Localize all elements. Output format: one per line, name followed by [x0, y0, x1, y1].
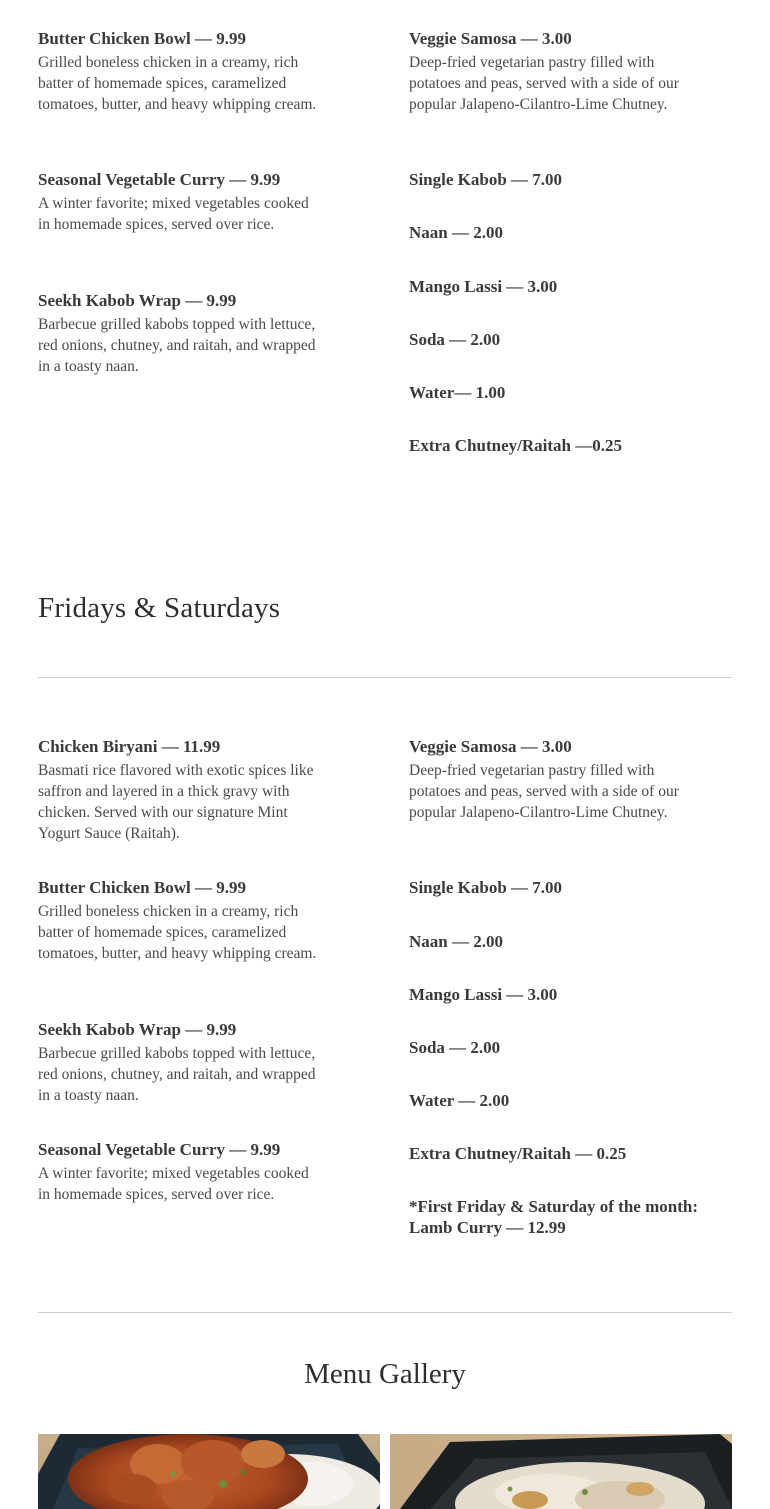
menu-item-description: Deep-fried vegetarian pastry filled with potatoes and peas, served with a side of our popular Jalapeno-Cilantro-Lime Chutney.: [409, 762, 679, 821]
menu-item: [38, 736, 318, 844]
menu-item-description: Deep-fried vegetarian pastry filled with potatoes and peas, served with a side of our popular Jalapeno-Cilantro-Lime Chutney.: [409, 54, 679, 113]
menu-item-title: Soda — 2.00: [409, 1038, 501, 1057]
menu-item-title: Veggie Samosa — 3.00: [409, 29, 572, 48]
gallery-photo-butter-chicken[interactable]: [38, 1434, 380, 1509]
menu-item-description: Basmati rice flavored with exotic spices like saffron and layered in a thick gravy with chicken. Served with our signature Mint Yogurt Sauce (Raitah).: [38, 762, 314, 842]
menu-item-description: Barbecue grilled kabobs topped with lettuce, red onions, chutney, and raitah, and wrapped in a toasty naan.: [38, 1045, 316, 1104]
menu-item-title: Butter Chicken Bowl — 9.99: [38, 29, 246, 48]
menu-item-description: Barbecue grilled kabobs topped with lettuce, red onions, chutney, and raitah, and wrapped in a toasty naan.: [38, 316, 316, 375]
menu-item-description: A winter favorite; mixed vegetables cooked in homemade spices, served over rice.: [38, 1165, 309, 1203]
menu-item: [409, 435, 689, 456]
section-divider: [38, 1312, 732, 1313]
menu-item-description: Grilled boneless chicken in a creamy, rich batter of homemade spices, caramelized tomatoes, butter, and heavy whipping cream.: [38, 903, 317, 962]
menu-item-title: Seekh Kabob Wrap — 9.99: [38, 1020, 237, 1039]
menu-item-title: Veggie Samosa — 3.00: [409, 737, 572, 756]
menu-item: [409, 276, 689, 297]
menu-item: [409, 1037, 689, 1058]
menu-item-title: Naan — 2.00: [409, 223, 503, 242]
section-divider: [38, 677, 732, 678]
menu-item-description: A winter favorite; mixed vegetables cooked in homemade spices, served over rice.: [38, 195, 309, 233]
gallery-heading: Menu Gallery: [304, 1358, 466, 1390]
menu-item-title: Seasonal Vegetable Curry — 9.99: [38, 1140, 281, 1159]
menu-item-title: Butter Chicken Bowl — 9.99: [38, 878, 246, 897]
menu-item: [409, 736, 679, 823]
menu-item: [38, 169, 318, 235]
food-photo-image: [38, 1434, 380, 1509]
menu-item: [38, 28, 318, 115]
menu-item: [38, 1019, 318, 1106]
menu-item: [409, 382, 689, 403]
menu-item-title: *First Friday & Saturday of the month: Lamb Curry — 12.99: [409, 1197, 698, 1237]
menu-item: [409, 28, 679, 115]
menu-item-title: Naan — 2.00: [409, 932, 503, 951]
menu-item: [409, 1143, 689, 1164]
menu-item-title: Mango Lassi — 3.00: [409, 277, 558, 296]
section-heading-fridays-saturdays: Fridays & Saturdays: [38, 592, 281, 624]
menu-item-title: Single Kabob — 7.00: [409, 878, 563, 897]
menu-item-description: Grilled boneless chicken in a creamy, rich batter of homemade spices, caramelized tomatoes, butter, and heavy whipping cream.: [38, 54, 317, 113]
menu-item: [38, 877, 318, 964]
gallery-photo-biryani[interactable]: [390, 1434, 732, 1509]
menu-item-title: Mango Lassi — 3.00: [409, 985, 558, 1004]
menu-item: [409, 329, 689, 350]
menu-item: [409, 169, 689, 190]
menu-item-title: Chicken Biryani — 11.99: [38, 737, 221, 756]
menu-item: [38, 290, 318, 377]
menu-item: [409, 1090, 689, 1111]
food-photo-image: [390, 1434, 732, 1509]
menu-item: [409, 222, 689, 243]
menu-item: [409, 931, 689, 952]
menu-item-title: Seekh Kabob Wrap — 9.99: [38, 291, 237, 310]
menu-item-title: Extra Chutney/Raitah — 0.25: [409, 1144, 627, 1163]
menu-item-title: Seasonal Vegetable Curry — 9.99: [38, 170, 281, 189]
menu-item: [409, 984, 689, 1005]
menu-item-title: Soda — 2.00: [409, 330, 501, 349]
menu-item: [409, 877, 689, 898]
menu-item-title: Water — 2.00: [409, 1091, 510, 1110]
menu-item-special: [409, 1196, 719, 1238]
menu-item-title: Single Kabob — 7.00: [409, 170, 563, 189]
menu-item-title: Extra Chutney/Raitah —0.25: [409, 436, 622, 455]
menu-item-title: Water— 1.00: [409, 383, 506, 402]
menu-item: [38, 1139, 318, 1205]
